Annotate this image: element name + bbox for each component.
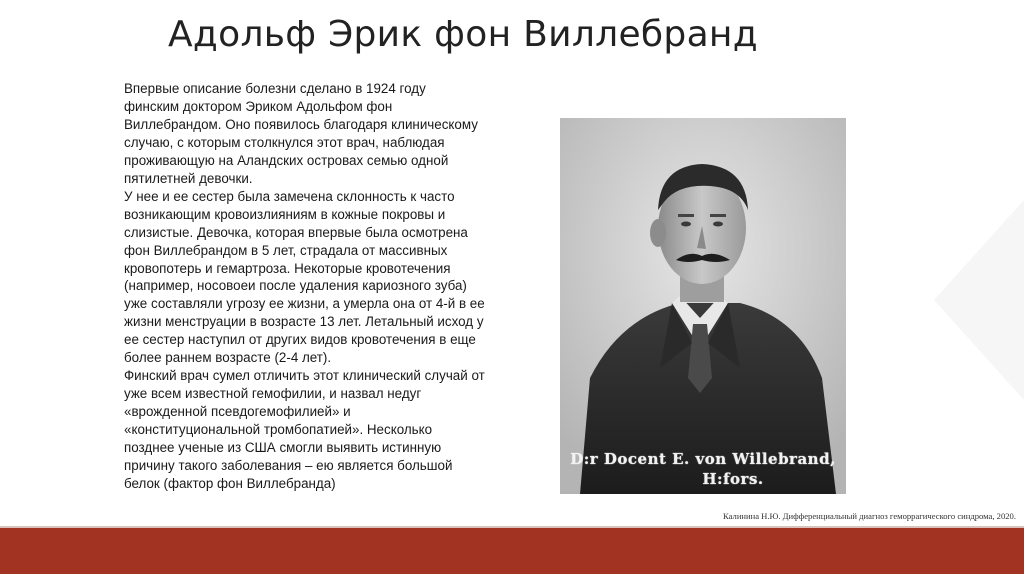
portrait-image: [560, 118, 846, 494]
decorative-accent: [934, 200, 1024, 400]
paragraph-diagnosis: Финский врач сумел отличить этот клинический случай от уже всем известной гемофилии, и назвал недуг «врожденной псевдогемофилией» и «конституциональной тромбопатией». Несколько позднее ученые из США смогли выявить истинную причину такого заболевания – ею является большой белок (фактор фон Виллебранда): [124, 368, 485, 491]
paragraph-description: Впервые описание болезни сделано в 1924 году финским доктором Эриком Адольфом фон Виллебрандом. Оно появилось благодаря клиническому случаю, с которым столкнулся этот врач, наблюдая проживающую на Аландских островах семью одной пятилетней девочки.: [124, 81, 478, 186]
photo-caption-name: D:r Docent E. von Willebrand,: [570, 450, 836, 468]
body-text: [124, 80, 524, 493]
paragraph-case: У нее и ее сестер была замечена склонность к часто возникающим кровоизлияниям в кожные покровы и слизистые. Девочка, которая впервые была осмотрена фон Виллебрандом в 5 лет, страдала от массивных кровопотерь и гемартроза. Некоторые кровотечения (например, носовоеи после удаления кариозного зуба) уже составляли угрозу ее жизни, а умерла она от 4-й в ее жизни менструации в возрасте 13 лет. Летальный исход у ее сестер наступил от других видов кровотечения в еще более раннем возрасте (2-4 лет).: [124, 188, 485, 366]
portrait-photo: [560, 118, 846, 494]
photo-caption-city: H:fors.: [702, 470, 764, 488]
slide-title: Адольф Эрик фон Виллебранд: [168, 14, 758, 55]
citation: Калинина Н.Ю. Дифференциальный диагноз геморрагического синдрома, 2020.: [723, 511, 1016, 521]
footer-bar: [0, 528, 1024, 574]
